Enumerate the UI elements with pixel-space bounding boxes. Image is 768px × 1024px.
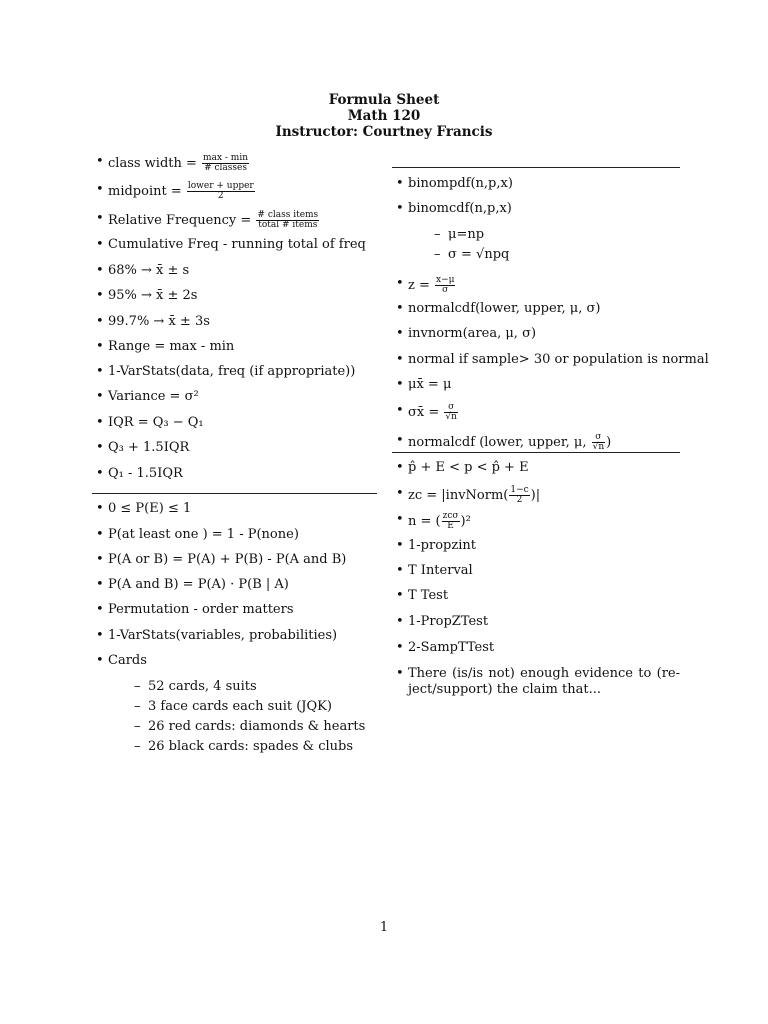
formula-binomcdf: • binomcdf(n,p,x) <box>392 201 680 217</box>
fraction: $\frac{1-c}{2}$ <box>510 485 529 505</box>
formula-iqr: • IQR = Q₃ − Q₁ <box>92 415 377 431</box>
formula-cumulative-freq: • Cumulative Freq - running total of freq <box>92 237 377 253</box>
formula-midpoint: • midpoint = $\frac{\text{lower + upper}}{2}$ <box>92 182 377 201</box>
formula-propztest: • 1-PropZTest <box>392 614 680 630</box>
fraction: $\frac{\sigma}{√n}$ <box>592 432 605 452</box>
formula-at-least-one: • P(at least one ) = 1 - P(none) <box>92 527 377 543</box>
formula-mu-xbar: • μx̄ = μ <box>392 377 680 393</box>
formula-997-rule: • 99.7% → x̄ ± 3s <box>92 314 377 330</box>
formula-95-rule: • 95% → x̄ ± 2s <box>92 288 377 304</box>
formula-normalcdf-mean: • normalcdf (lower, upper, μ, $\frac{\sigma}{√n}$ ) <box>392 433 680 452</box>
fraction: $\frac{\text{zcσ}}{E}$ <box>442 511 459 531</box>
formula-normalcdf: • normalcdf(lower, upper, μ, σ) <box>392 301 680 317</box>
cards-sub-item: – 3 face cards each suit (JQK) <box>134 699 332 715</box>
formula-sample-size: • n = ( $\frac{\text{zcσ}}{E}$ )² <box>392 512 680 531</box>
formula-varstats-prob: • 1-VarStats(variables, probabilities) <box>92 628 377 644</box>
cards-sub-item: – 26 red cards: diamonds & hearts <box>134 719 365 735</box>
formula-invnorm: • invnorm(area, μ, σ) <box>392 326 680 342</box>
formula-upper-fence: • Q₃ + 1.5IQR <box>92 440 377 456</box>
formula-permutation: • Permutation - order matters <box>92 602 377 618</box>
formula-t-interval: • T Interval <box>392 563 680 579</box>
formula-lower-fence: • Q₁ - 1.5IQR <box>92 466 377 482</box>
fraction: $\frac{\max - \min}{\text{\# classes}}$ <box>203 153 248 173</box>
formula-conclusion: • There (is/is not) enough evidence to (re-ject/support) the claim that... <box>392 666 680 698</box>
formula-sigma-xbar: • σx̄ = $\frac{\sigma}{√n}$ <box>392 403 680 422</box>
fraction: $\frac{x-\mu}{\sigma}$ <box>436 275 455 295</box>
formula-critical-value: • zc = |invNorm( $\frac{1-c}{2}$ )| <box>392 486 680 505</box>
formula-z-score: • z = $\frac{x-\mu}{\sigma}$ <box>392 276 680 295</box>
fraction: $\frac{\sigma}{√n}$ <box>445 402 457 422</box>
section-divider <box>392 452 680 453</box>
binomial-mean: – μ=np <box>434 227 484 243</box>
formula-relative-frequency: • Relative Frequency = $\frac{\text{\# class items}}{\text{total \# items}}$ <box>92 211 377 230</box>
page-number: 1 <box>379 920 389 935</box>
document-header <box>0 92 768 140</box>
fraction: $\frac{\text{lower + upper}}{2}$ <box>187 181 254 201</box>
section-divider <box>392 167 680 168</box>
formula-variance: • Variance = σ² <box>92 389 377 405</box>
formula-and-rule: • P(A and B) = P(A) · P(B | A) <box>92 577 377 593</box>
section-divider <box>92 493 377 494</box>
formula-prob-bounds: • 0 ≤ P(E) ≤ 1 <box>92 501 377 517</box>
document-title: Formula Sheet <box>328 92 440 108</box>
binomial-sd: – σ = √npq <box>434 247 509 263</box>
formula-propzint: • 1-propzint <box>392 538 680 554</box>
formula-t-test: • T Test <box>392 588 680 604</box>
formula-or-rule: • P(A or B) = P(A) + P(B) - P(A and B) <box>92 552 377 568</box>
formula-varstats: • 1-VarStats(data, freq (if appropriate)) <box>92 364 377 380</box>
course-name: Math 120 <box>347 108 421 124</box>
instructor-name: Instructor: Courtney Francis <box>275 124 493 140</box>
formula-confidence-interval: • p̂ + E < p < p̂ + E <box>392 460 680 476</box>
formula-range: • Range = max - min <box>92 339 377 355</box>
cards-sub-item: – 52 cards, 4 suits <box>134 679 257 695</box>
formula-sampttest: • 2-SampTTest <box>392 640 680 656</box>
formula-class-width: • class width = $\frac{\max - \min}{\text{\# classes}}$ <box>92 154 377 173</box>
fraction: $\frac{\text{\# class items}}{\text{total \# items}}$ <box>257 210 319 230</box>
cards-sub-item: – 26 black cards: spades & clubs <box>134 739 353 755</box>
formula-cards: • Cards <box>92 653 377 669</box>
formula-binompdf: • binompdf(n,p,x) <box>392 176 680 192</box>
formula-normal-condition: • normal if sample> 30 or population is normal <box>392 352 680 368</box>
formula-68-rule: • 68% → x̄ ± s <box>92 263 377 279</box>
